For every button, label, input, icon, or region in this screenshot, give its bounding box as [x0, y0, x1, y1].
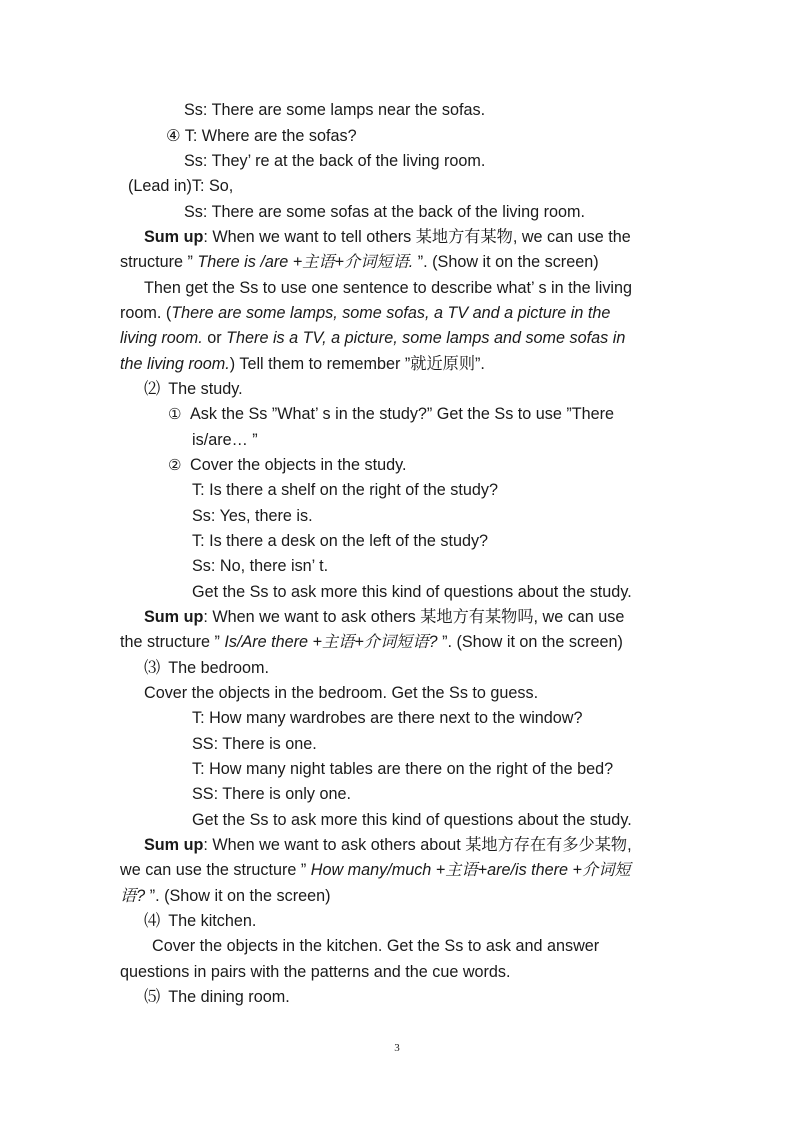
dialogue-line: T: Is there a shelf on the right of the study? [192, 481, 498, 499]
sum-up-label: Sum up [144, 608, 204, 626]
dialogue-line: T: Is there a desk on the left of the study? [192, 532, 489, 550]
paragraph-line: we can use the structure ” How many/much +主语+are/is there +介词短 [120, 861, 631, 879]
step-marker: ② [168, 457, 182, 474]
paragraph-line: 语? ”. (Show it on the screen) [120, 887, 331, 905]
section-heading: ⑸ The dining room. [144, 988, 290, 1006]
section-heading: ⑵ The study. [144, 380, 243, 398]
dialogue-line: (Lead in)T: So, [128, 177, 234, 195]
step-marker: ④ [166, 127, 181, 145]
sum-up-line: Sum up: When we want to ask others about 某地方存在有多少某物, [144, 836, 632, 854]
dialogue-line: T: How many wardrobes are there next to the window? [192, 709, 583, 727]
paragraph-line: room. (There are some lamps, some sofas, a TV and a picture in the [120, 304, 611, 322]
dialogue-line: Ss: There are some sofas at the back of the living room. [184, 203, 585, 221]
dialogue-line: T: How many night tables are there on the right of the bed? [192, 760, 614, 778]
paragraph-line: Get the Ss to ask more this kind of questions about the study. [192, 811, 632, 829]
paragraph-line: Cover the objects in the kitchen. Get the Ss to ask and answer [152, 937, 600, 955]
sum-up-label: Sum up [144, 836, 204, 854]
paragraph-line: structure ” There is /are +主语+介词短语. ”. (Show it on the screen) [120, 253, 599, 271]
paragraph-line: Cover the objects in the bedroom. Get the Ss to guess. [144, 684, 539, 702]
dialogue-line: Ss: There are some lamps near the sofas. [184, 101, 486, 119]
step-marker: ① [168, 406, 182, 423]
section-number: ⑸ [144, 988, 161, 1006]
sum-up-label: Sum up [144, 228, 204, 246]
dialogue-line: Ss: No, there isn’ t. [192, 557, 329, 575]
page-number: 3 [394, 1042, 400, 1054]
step-line: is/are… ” [192, 431, 258, 449]
dialogue-line: SS: There is one. [192, 735, 317, 753]
section-number: ⑷ [144, 912, 161, 930]
paragraph-line: Then get the Ss to use one sentence to describe what’ s in the living [144, 279, 633, 297]
paragraph-line: living room. or There is a TV, a picture, some lamps and some sofas in [120, 329, 626, 347]
section-number: ⑶ [144, 659, 161, 677]
section-heading: ⑷ The kitchen. [144, 912, 257, 930]
dialogue-line: SS: There is only one. [192, 785, 351, 803]
step-line: ② Cover the objects in the study. [168, 456, 407, 474]
dialogue-line: Ss: Yes, there is. [192, 507, 313, 525]
sum-up-line: Sum up: When we want to tell others 某地方有某物, we can use the [144, 228, 631, 246]
section-heading: ⑶ The bedroom. [144, 659, 269, 677]
paragraph-line: questions in pairs with the patterns and the cue words. [120, 963, 511, 981]
sum-up-line: Sum up: When we want to ask others 某地方有某物吗, we can use [144, 608, 625, 626]
dialogue-line: ④ T: Where are the sofas? [166, 127, 357, 145]
paragraph-line: Get the Ss to ask more this kind of questions about the study. [192, 583, 632, 601]
paragraph-line: the living room.) Tell them to remember ”就近原则”. [120, 355, 485, 373]
dialogue-line: Ss: They’ re at the back of the living room. [184, 152, 486, 170]
paragraph-line: the structure ” Is/Are there +主语+介词短语? ”. (Show it on the screen) [120, 633, 623, 651]
step-line: ① Ask the Ss ”What’ s in the study?” Get the Ss to use ”There [168, 405, 615, 423]
section-number: ⑵ [144, 380, 161, 398]
